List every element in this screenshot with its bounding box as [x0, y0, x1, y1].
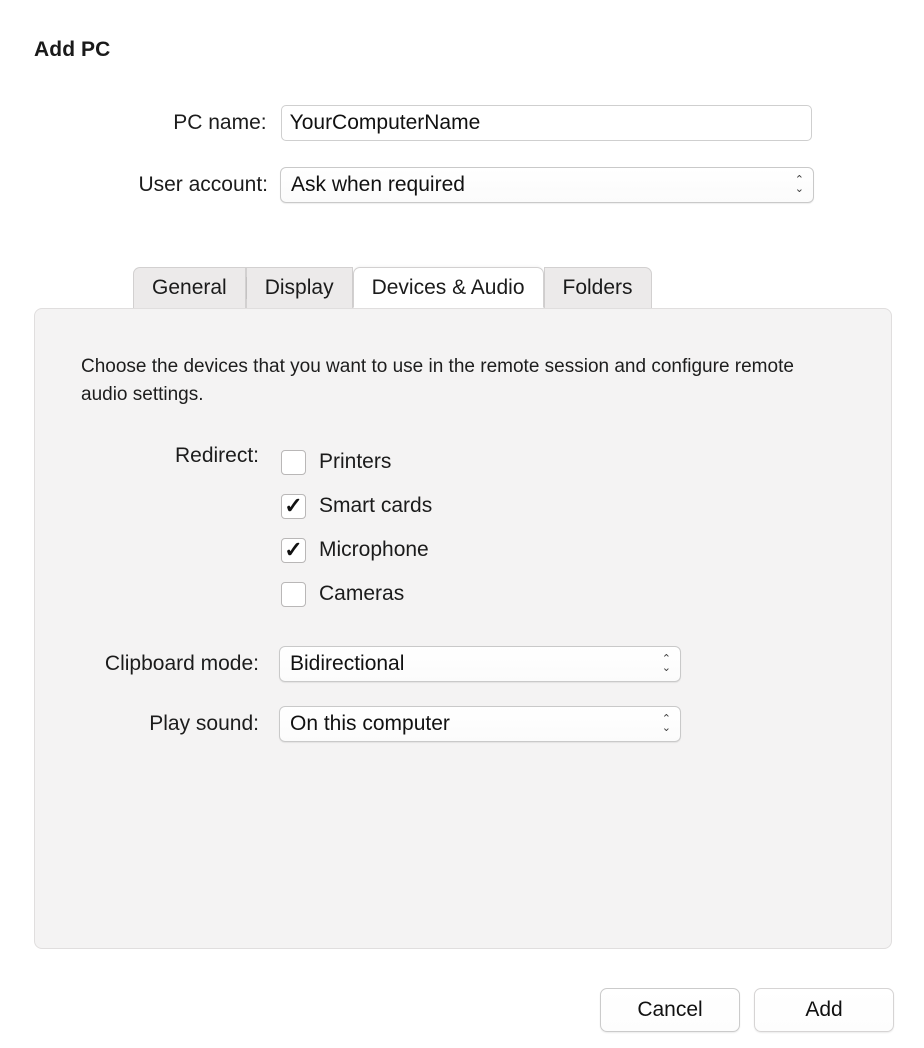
redirect-label: Redirect:: [174, 444, 259, 467]
chevron-updown-icon: ⌃ ⌄: [794, 174, 804, 195]
clipboard-mode-value: Bidirectional: [290, 652, 405, 675]
play-sound-label: Play sound:: [149, 712, 259, 735]
play-sound-value: On this computer: [290, 712, 450, 735]
checkbox-row-microphone[interactable]: [281, 528, 432, 572]
tab-folders[interactable]: [544, 267, 652, 308]
cancel-button[interactable]: Cancel: [600, 988, 740, 1032]
clipboard-mode-select[interactable]: [279, 646, 681, 682]
checkbox-row-printers[interactable]: [281, 440, 432, 484]
page-title: Add PC: [34, 38, 111, 61]
tab-general[interactable]: [133, 267, 246, 308]
user-account-row: [0, 167, 816, 203]
printers-label: Printers: [319, 450, 392, 473]
tab-bar: [133, 267, 652, 308]
user-account-select[interactable]: [280, 167, 814, 203]
tab-devices-audio[interactable]: [353, 267, 544, 308]
pc-name-input[interactable]: [281, 105, 812, 141]
chevron-updown-icon: ⌃ ⌄: [661, 713, 671, 734]
chevron-updown-icon: ⌃ ⌄: [661, 653, 671, 674]
pc-name-row: [0, 105, 812, 141]
cameras-checkbox[interactable]: [281, 582, 306, 607]
clipboard-mode-label: Clipboard mode:: [104, 652, 259, 675]
tab-display[interactable]: [246, 267, 353, 308]
printers-checkbox[interactable]: [281, 450, 306, 475]
add-button[interactable]: Add: [754, 988, 894, 1032]
checkbox-row-smart-cards[interactable]: [281, 484, 432, 528]
microphone-label: Microphone: [319, 538, 429, 561]
user-account-value: Ask when required: [291, 173, 465, 196]
checkbox-row-cameras[interactable]: [281, 572, 432, 616]
user-account-label: User account:: [138, 173, 268, 196]
play-sound-row: [35, 706, 681, 742]
tab-general-label: General: [152, 276, 227, 299]
microphone-checkbox[interactable]: [281, 538, 306, 563]
devices-audio-panel: [34, 308, 892, 949]
redirect-checkbox-group: [281, 440, 432, 616]
clipboard-mode-row: [35, 646, 681, 682]
cameras-label: Cameras: [319, 582, 405, 605]
tab-devices-audio-label: Devices & Audio: [371, 275, 525, 299]
smart-cards-checkbox[interactable]: [281, 494, 306, 519]
smart-cards-label: Smart cards: [319, 494, 433, 517]
play-sound-select[interactable]: [279, 706, 681, 742]
panel-description: Choose the devices that you want to use in the remote session and configure remote audio settings.: [81, 356, 794, 405]
tab-display-label: Display: [264, 276, 334, 299]
dialog-footer: [600, 988, 894, 1032]
tab-folders-label: Folders: [562, 276, 633, 299]
pc-name-label: PC name:: [173, 111, 267, 134]
